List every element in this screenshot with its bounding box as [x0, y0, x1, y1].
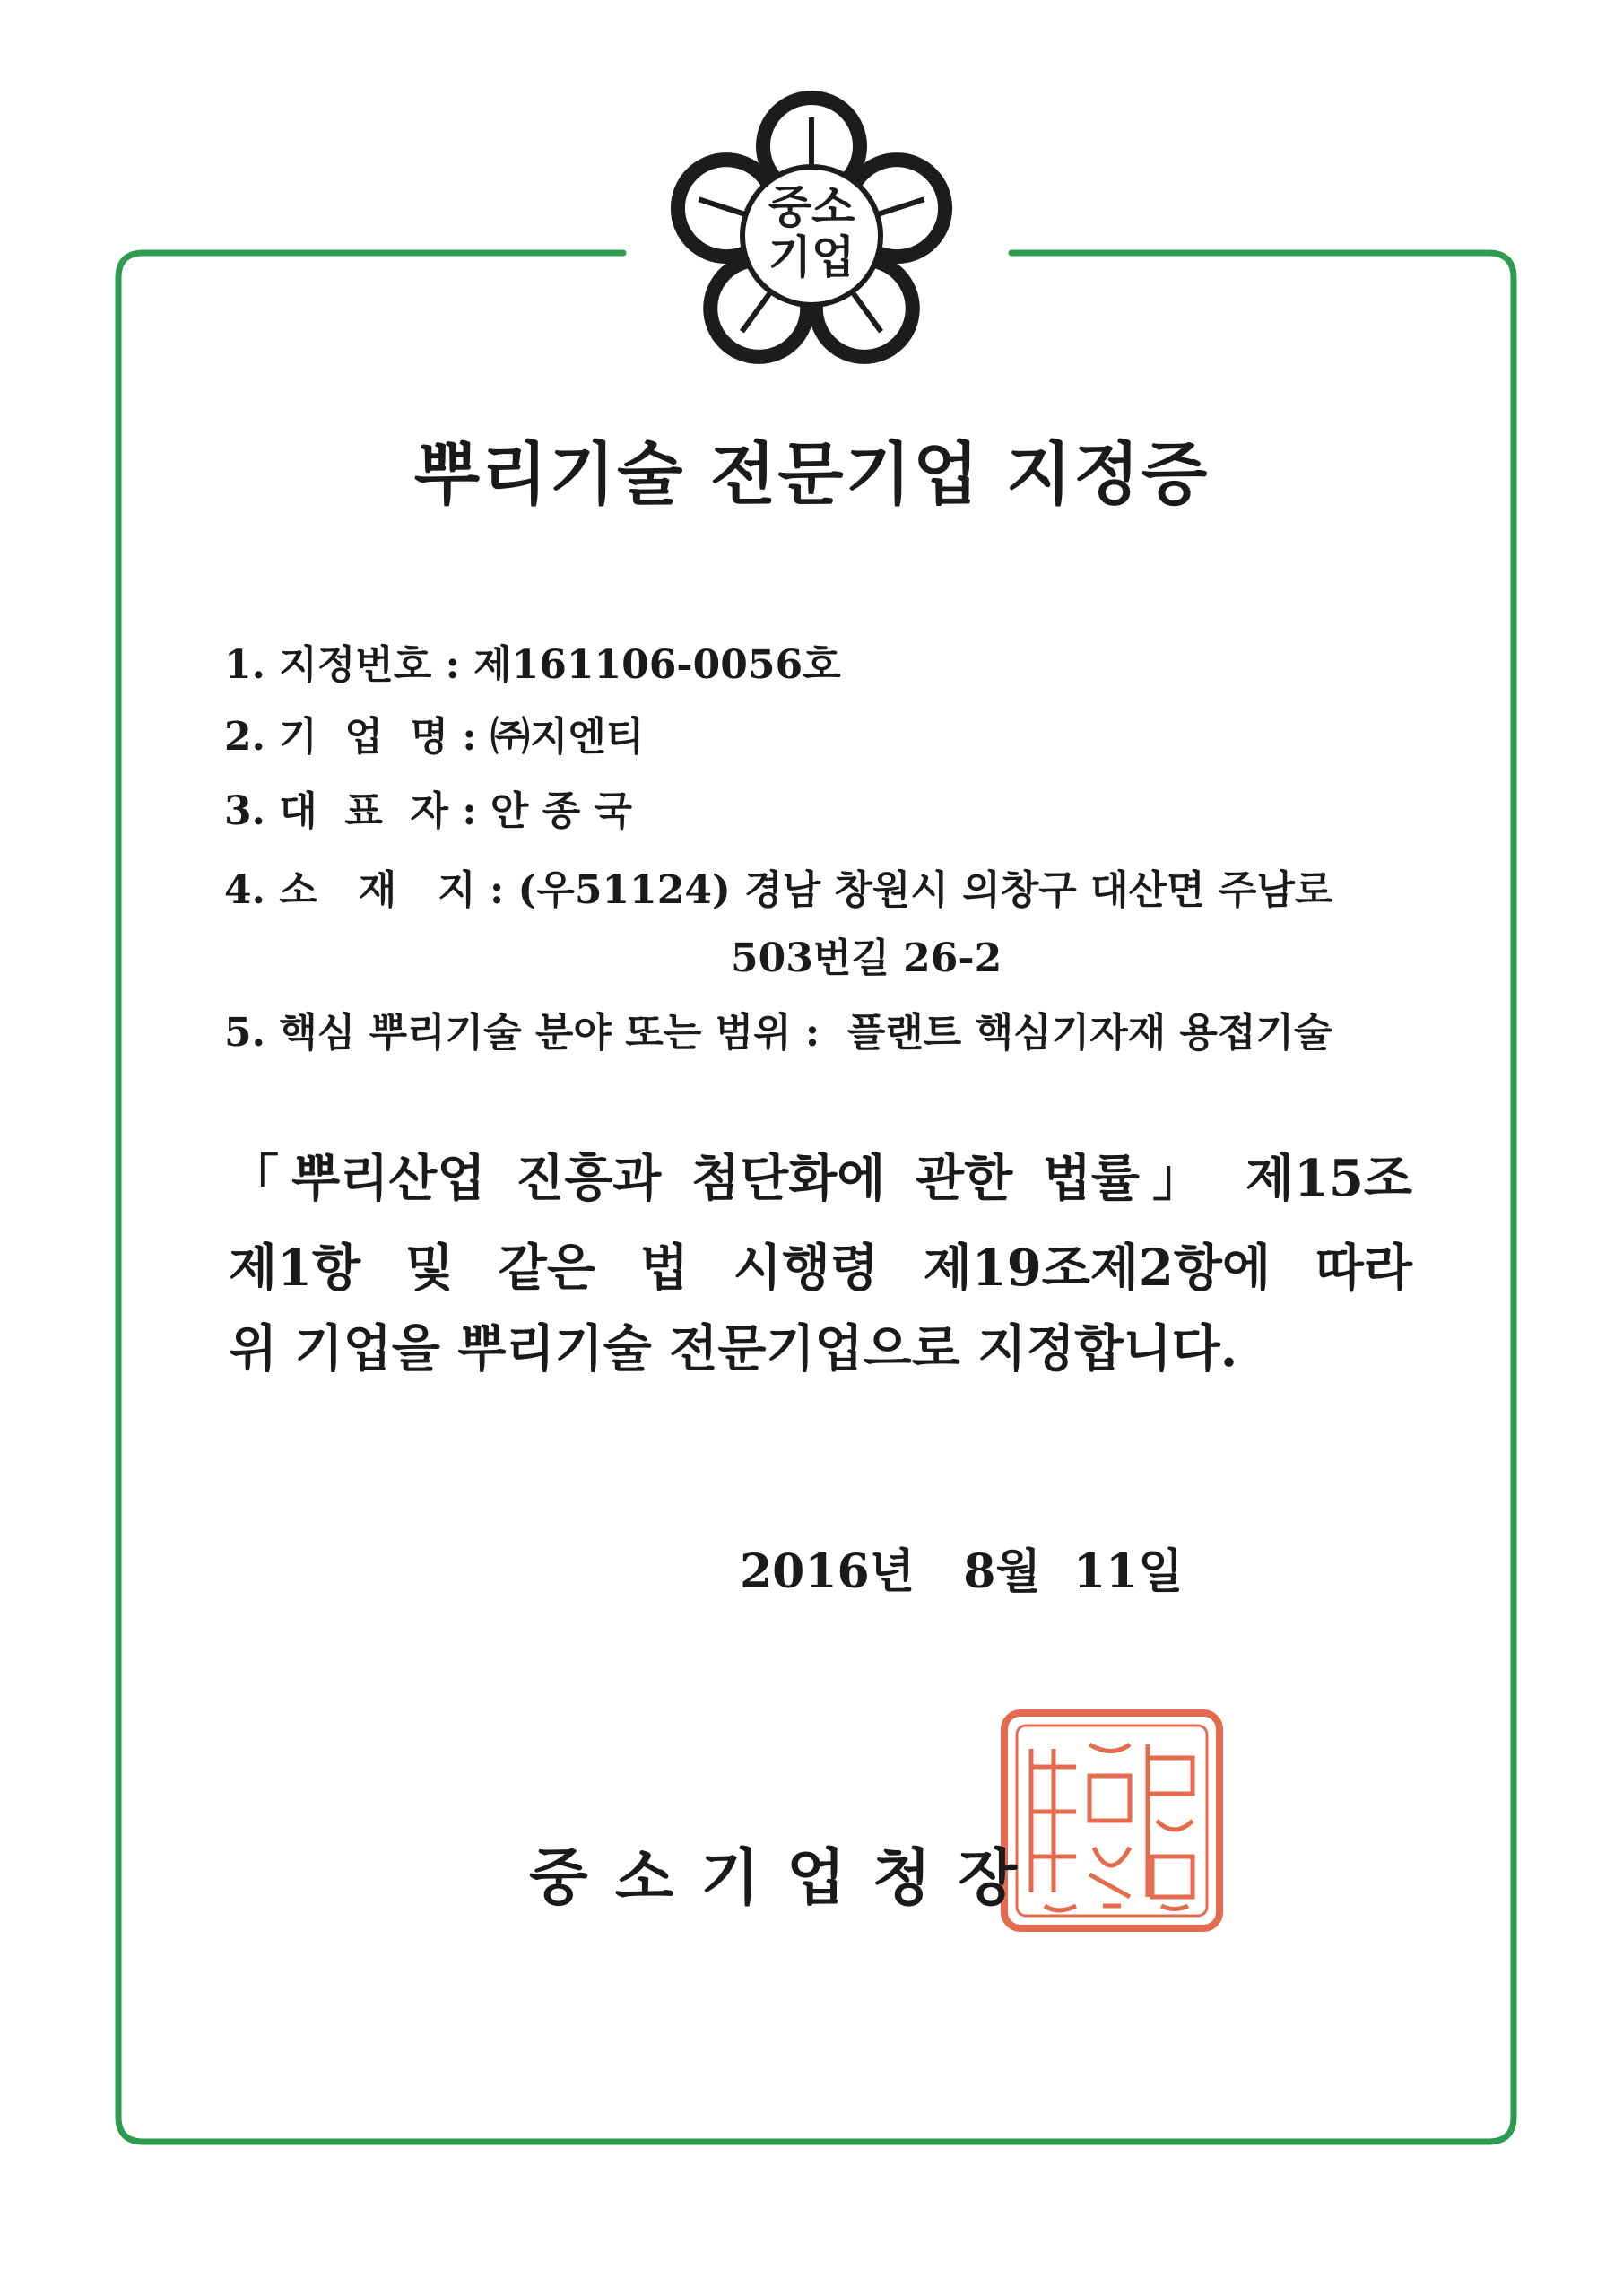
legal-paragraph-line: 위 기업을 뿌리기술 전문기업으로 지정합니다. — [229, 1319, 1238, 1378]
field-address-continuation: 503번길 26-2 — [731, 935, 1002, 981]
field-address: 4. 소 재 지 : (우51124) 경남 창원시 의창구 대산면 주남로 — [224, 867, 1333, 913]
field-designation-number: 1. 지정번호 : 제161106-0056호 — [224, 642, 841, 688]
sme-emblem-logo — [664, 88, 959, 384]
issue-date: 2016년 8월 11일 — [740, 1544, 1184, 1599]
certificate-title: 뿌리기술 전문기업 지정증 — [413, 434, 1210, 514]
emblem-text-line2: 기업 — [768, 231, 855, 283]
emblem-text-line1: 중소 — [768, 181, 855, 233]
legal-paragraph-line: 「뿌리산업 진흥과 첨단화에 관한 법률」 제15조 — [229, 1149, 1412, 1208]
field-representative: 3. 대 표 자 : 안 종 국 — [224, 788, 633, 834]
legal-paragraph-line: 제1항 및 같은 법 시행령 제19조제2항에 따라 — [229, 1239, 1412, 1298]
field-core-technology: 5. 핵심 뿌리기술 분야 또는 범위 : 플랜트 핵심기자재 용접기술 — [224, 1010, 1332, 1056]
issuer-signature: 중소기업청장 — [529, 1842, 1045, 1914]
field-company-name: 2. 기 업 명 : ㈜지엔티 — [224, 714, 645, 760]
